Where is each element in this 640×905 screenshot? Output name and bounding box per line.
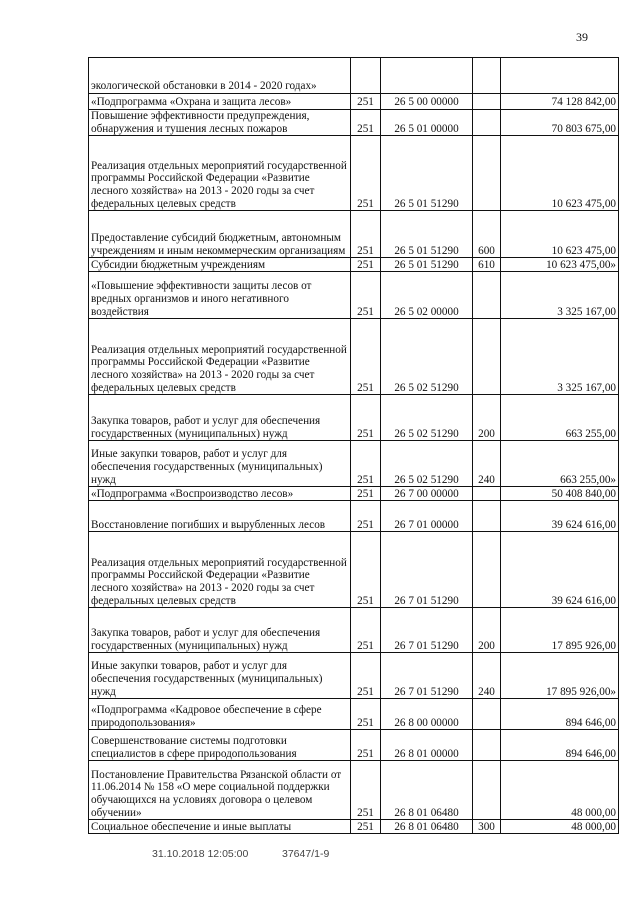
table-row (89, 110, 619, 136)
row-vr: 300 (473, 820, 501, 834)
row-gr: 251 (351, 94, 381, 110)
row-vr (473, 501, 501, 532)
row-code: 26 7 00 00000 (381, 487, 473, 501)
row-code: 26 5 02 51290 (381, 319, 473, 395)
row-code: 26 5 02 51290 (381, 441, 473, 487)
row-sum: 10 623 475,00» (501, 258, 619, 272)
row-sum: 10 623 475,00 (501, 136, 619, 211)
row-code: 26 5 01 51290 (381, 136, 473, 211)
row-gr: 251 (351, 441, 381, 487)
row-sum: 39 624 616,00 (501, 501, 619, 532)
table-row (89, 395, 619, 441)
row-code: 26 5 02 51290 (381, 395, 473, 441)
row-name: Закупка товаров, работ и услуг для обеспечения государственных (муниципальных) нужд (89, 395, 351, 441)
row-name: Закупка товаров, работ и услуг для обеспечения государственных (муниципальных) нужд (89, 608, 351, 653)
row-gr: 251 (351, 820, 381, 834)
row-sum: 17 895 926,00 (501, 608, 619, 653)
row-vr (473, 136, 501, 211)
row-code: 26 8 01 00000 (381, 730, 473, 761)
row-sum: 48 000,00 (501, 820, 619, 834)
row-sum (501, 58, 619, 94)
table-row (89, 272, 619, 319)
row-code: 26 8 00 00000 (381, 699, 473, 730)
row-gr: 251 (351, 699, 381, 730)
row-gr: 251 (351, 608, 381, 653)
row-code: 26 8 01 06480 (381, 761, 473, 820)
row-gr: 251 (351, 653, 381, 699)
row-name: «Подпрограмма «Воспроизводство лесов» (89, 487, 351, 501)
row-sum: 10 623 475,00 (501, 211, 619, 258)
table-row (89, 761, 619, 820)
row-vr: 200 (473, 608, 501, 653)
row-code: 26 5 00 00000 (381, 94, 473, 110)
table-row (89, 653, 619, 699)
row-gr (351, 58, 381, 94)
row-code: 26 5 01 51290 (381, 211, 473, 258)
row-code: 26 7 01 51290 (381, 653, 473, 699)
row-vr (473, 487, 501, 501)
row-sum: 3 325 167,00 (501, 272, 619, 319)
row-code: 26 5 01 00000 (381, 110, 473, 136)
row-name: Постановление Правительства Рязанской области от 11.06.2014 № 158 «О мере социальной поддержки обучающихся на условиях договора о целевом обучении» (89, 761, 351, 820)
row-gr: 251 (351, 532, 381, 608)
row-vr: 240 (473, 441, 501, 487)
row-gr: 251 (351, 730, 381, 761)
row-name: Социальное обеспечение и иные выплаты (89, 820, 351, 834)
row-name: Иные закупки товаров, работ и услуг для обеспечения государственных (муниципальных) нужд (89, 441, 351, 487)
row-gr: 251 (351, 258, 381, 272)
table-row (89, 487, 619, 501)
table-row (89, 532, 619, 608)
row-code: 26 5 02 00000 (381, 272, 473, 319)
row-vr (473, 730, 501, 761)
row-name: Реализация отдельных мероприятий государственной программы Российской Федерации «Развитие лесного хозяйства» на 2013 - 2020 годы за счет федеральных целевых средств (89, 319, 351, 395)
table-row (89, 699, 619, 730)
row-sum: 894 646,00 (501, 730, 619, 761)
row-code: 26 7 01 00000 (381, 501, 473, 532)
row-vr (473, 761, 501, 820)
row-gr: 251 (351, 487, 381, 501)
row-name: Реализация отдельных мероприятий государственной программы Российской Федерации «Развитие лесного хозяйства» на 2013 - 2020 годы за счет федеральных целевых средств (89, 136, 351, 211)
row-gr: 251 (351, 272, 381, 319)
row-gr: 251 (351, 319, 381, 395)
row-name: «Подпрограмма «Кадровое обеспечение в сфере природопользования» (89, 699, 351, 730)
row-gr: 251 (351, 761, 381, 820)
row-name: Восстановление погибших и вырубленных лесов (89, 501, 351, 532)
budget-table (88, 57, 619, 834)
row-name: «Подпрограмма «Охрана и защита лесов» (89, 94, 351, 110)
row-sum: 17 895 926,00» (501, 653, 619, 699)
row-sum: 3 325 167,00 (501, 319, 619, 395)
row-vr: 600 (473, 211, 501, 258)
row-sum: 50 408 840,00 (501, 487, 619, 501)
row-name: Реализация отдельных мероприятий государственной программы Российской Федерации «Развитие лесного хозяйства» на 2013 - 2020 годы за счет федеральных целевых средств (89, 532, 351, 608)
table-row (89, 136, 619, 211)
row-vr (473, 58, 501, 94)
table-row (89, 501, 619, 532)
row-name: Субсидии бюджетным учреждениям (89, 258, 351, 272)
row-code: 26 8 01 06480 (381, 820, 473, 834)
row-vr: 610 (473, 258, 501, 272)
table-row (89, 58, 619, 94)
row-vr (473, 532, 501, 608)
row-sum: 70 803 675,00 (501, 110, 619, 136)
row-gr: 251 (351, 211, 381, 258)
table-row (89, 820, 619, 834)
row-sum: 894 646,00 (501, 699, 619, 730)
row-sum: 663 255,00 (501, 395, 619, 441)
row-vr (473, 272, 501, 319)
row-sum: 48 000,00 (501, 761, 619, 820)
table-row (89, 441, 619, 487)
row-gr: 251 (351, 501, 381, 532)
row-sum: 74 128 842,00 (501, 94, 619, 110)
table-row (89, 730, 619, 761)
row-name: экологической обстановки в 2014 - 2020 годах» (89, 58, 351, 94)
row-vr (473, 319, 501, 395)
row-name: Повышение эффективности предупреждения, обнаружения и тушения лесных пожаров (89, 110, 351, 136)
table-row (89, 319, 619, 395)
row-sum: 39 624 616,00 (501, 532, 619, 608)
table-row (89, 608, 619, 653)
row-code (381, 58, 473, 94)
table-row (89, 258, 619, 272)
table-row (89, 211, 619, 258)
footer-date: 31.10.2018 12:05:00 (152, 848, 249, 860)
row-vr (473, 110, 501, 136)
row-vr (473, 94, 501, 110)
row-vr: 200 (473, 395, 501, 441)
row-vr: 240 (473, 653, 501, 699)
row-gr: 251 (351, 110, 381, 136)
footer-doc-id: 37647/1-9 (282, 848, 330, 860)
row-sum: 663 255,00» (501, 441, 619, 487)
row-code: 26 7 01 51290 (381, 532, 473, 608)
row-vr (473, 699, 501, 730)
row-name: Предоставление субсидий бюджетным, автономным учреждениям и иным некоммерческим организациям (89, 211, 351, 258)
page-number: 39 (576, 30, 588, 44)
row-gr: 251 (351, 395, 381, 441)
row-name: «Повышение эффективности защиты лесов от вредных организмов и иного негативного воздействия (89, 272, 351, 319)
row-name: Совершенствование системы подготовки специалистов в сфере природопользования (89, 730, 351, 761)
table-row (89, 94, 619, 110)
row-gr: 251 (351, 136, 381, 211)
row-code: 26 5 01 51290 (381, 258, 473, 272)
row-name: Иные закупки товаров, работ и услуг для обеспечения государственных (муниципальных) нужд (89, 653, 351, 699)
row-code: 26 7 01 51290 (381, 608, 473, 653)
